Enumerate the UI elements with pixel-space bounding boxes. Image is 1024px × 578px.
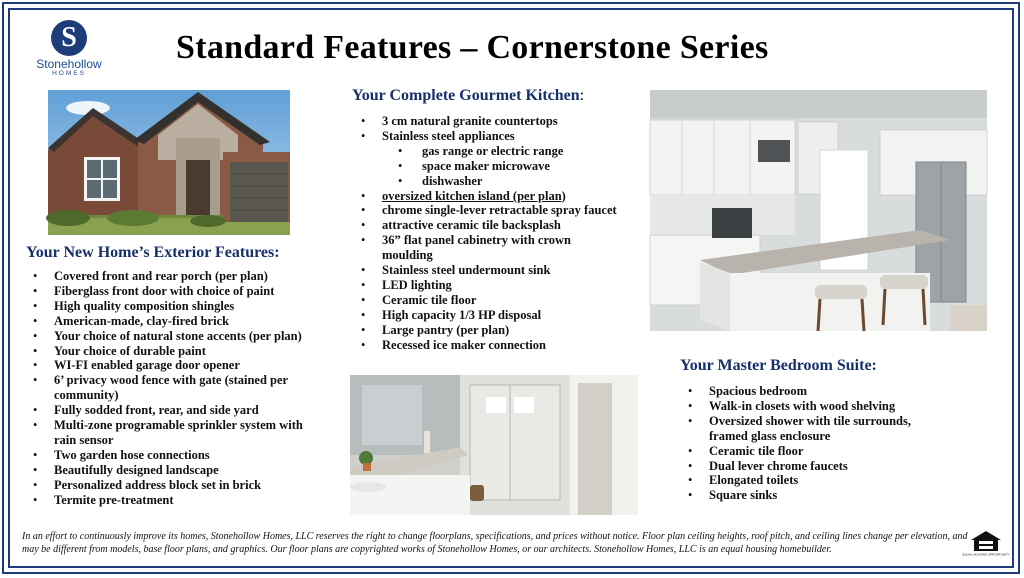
list-item: • Ceramic tile floor bbox=[683, 444, 929, 459]
list-item: • Your choice of natural stone accents (per plan) bbox=[28, 329, 328, 344]
list-item: • Fiberglass front door with choice of paint bbox=[28, 284, 328, 299]
bathroom-photo bbox=[350, 375, 638, 515]
list-item: • Two garden hose connections bbox=[28, 448, 328, 463]
list-item: • 36” flat panel cabinetry with crown moulding bbox=[356, 233, 624, 263]
eho-label: EQUAL HOUSING OPPORTUNITY bbox=[962, 552, 1010, 557]
list-item: • American-made, clay-fired brick bbox=[28, 314, 328, 329]
list-item: • Stainless steel appliances bbox=[356, 129, 624, 144]
list-item: • Personalized address block set in brick bbox=[28, 478, 328, 493]
master-features-list bbox=[683, 384, 929, 503]
brand-name: Stonehollow bbox=[36, 57, 102, 71]
list-item: • attractive ceramic tile backsplash bbox=[356, 218, 624, 233]
list-item: • 6’ privacy wood fence with gate (stained per community) bbox=[28, 373, 328, 403]
sub-list-item: • space maker microwave bbox=[356, 159, 624, 174]
list-item: • Walk-in closets with wood shelving bbox=[683, 399, 929, 414]
list-item: • Fully sodded front, rear, and side yard bbox=[28, 403, 328, 418]
page-title: Standard Features – Cornerstone Series bbox=[176, 29, 769, 66]
list-item: • Square sinks bbox=[683, 488, 929, 503]
disclaimer: In an effort to continuously improve its homes, Stonehollow Homes, LLC reserves the right to change floorplans, specifications, and prices without notice. Floor plan ceiling heights, roof pitch, and ceiling lines change per elevation, and may be different from models, base floor plans, and graphics. Our floor plans are copyrighted works of Stonehollow Homes, or our architects. Stonehollow Homes, LLC is an equal housing homebuilder. bbox=[22, 531, 968, 555]
kitchen-features-list bbox=[356, 114, 624, 353]
list-item: • Beautifully designed landscape bbox=[28, 463, 328, 478]
kitchen-heading bbox=[352, 87, 584, 105]
list-item: • High capacity 1/3 HP disposal bbox=[356, 308, 624, 323]
brand-logo bbox=[22, 20, 116, 77]
equal-housing-icon bbox=[962, 530, 1010, 557]
brand-sub: HOMES bbox=[52, 70, 86, 77]
house-exterior-photo bbox=[48, 90, 290, 235]
sub-list-item: • gas range or electric range bbox=[356, 144, 624, 159]
list-item: • LED lighting bbox=[356, 278, 624, 293]
list-item: • Termite pre-treatment bbox=[28, 493, 328, 508]
list-item: • WI-FI enabled garage door opener bbox=[28, 358, 328, 373]
list-item: • chrome single-lever retractable spray faucet bbox=[356, 203, 624, 218]
list-item: • 3 cm natural granite countertops bbox=[356, 114, 624, 129]
list-item: • Your choice of durable paint bbox=[28, 344, 328, 359]
exterior-features-list bbox=[28, 269, 328, 508]
list-item: • Covered front and rear porch (per plan) bbox=[28, 269, 328, 284]
circle-s-logo-icon: S bbox=[51, 20, 87, 56]
master-heading: Your Master Bedroom Suite: bbox=[680, 357, 877, 374]
list-item: • Dual lever chrome faucets bbox=[683, 459, 929, 474]
kitchen-photo bbox=[650, 90, 987, 331]
list-item: • Large pantry (per plan) bbox=[356, 323, 624, 338]
exterior-heading: Your New Home’s Exterior Features: bbox=[26, 244, 280, 261]
list-item: • Ceramic tile floor bbox=[356, 293, 624, 308]
sub-list-item: • dishwasher bbox=[356, 174, 624, 189]
list-item: • Recessed ice maker connection bbox=[356, 338, 624, 353]
list-item: • Multi-zone programable sprinkler system with rain sensor bbox=[28, 418, 328, 448]
list-item: • High quality composition shingles bbox=[28, 299, 328, 314]
kitchen-heading-text: Your Complete Gourmet Kitchen bbox=[352, 87, 580, 104]
list-item: • Oversized shower with tile surrounds, framed glass enclosure bbox=[683, 414, 929, 444]
list-item: • Elongated toilets bbox=[683, 473, 929, 488]
list-item: • Stainless steel undermount sink bbox=[356, 263, 624, 278]
list-item: • oversized kitchen island (per plan) bbox=[356, 189, 624, 204]
kitchen-heading-colon: : bbox=[579, 87, 585, 104]
list-item: • Spacious bedroom bbox=[683, 384, 929, 399]
